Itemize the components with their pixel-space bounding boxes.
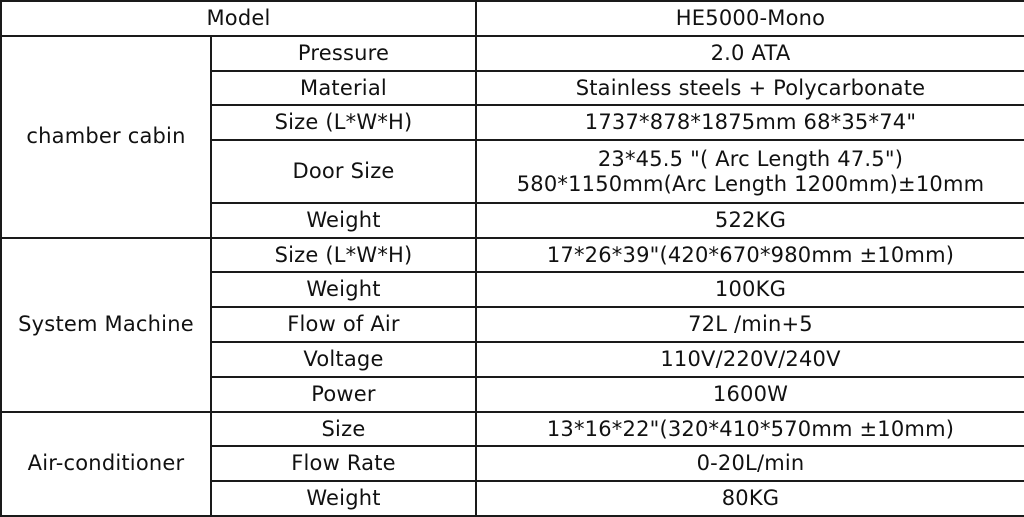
- row-value: 80KG: [476, 481, 1024, 516]
- row-value: 1737*878*1875mm 68*35*74": [476, 105, 1024, 140]
- category-chamber-cabin: chamber cabin: [1, 36, 211, 238]
- row-label: Pressure: [211, 36, 476, 71]
- row-label: Size: [211, 412, 476, 447]
- row-label: Door Size: [211, 140, 476, 203]
- category-air-conditioner: Air-conditioner: [1, 412, 211, 516]
- row-label: Flow Rate: [211, 446, 476, 481]
- row-value: 72L /min+5: [476, 307, 1024, 342]
- row-value: 2.0 ATA: [476, 36, 1024, 71]
- row-label: Weight: [211, 272, 476, 307]
- row-value: 110V/220V/240V: [476, 342, 1024, 377]
- model-label: Model: [1, 1, 476, 36]
- door-size-line-1: 23*45.5 "( Arc Length 47.5"): [597, 146, 904, 171]
- row-value: 522KG: [476, 203, 1024, 238]
- row-value: [476, 140, 1024, 203]
- row-value: 17*26*39"(420*670*980mm ±10mm): [476, 238, 1024, 273]
- row-label: Size (L*W*H): [211, 238, 476, 273]
- row-label: Power: [211, 377, 476, 412]
- row-label: Weight: [211, 203, 476, 238]
- table-row: [1, 412, 1024, 447]
- row-value: 1600W: [476, 377, 1024, 412]
- row-value: 0-20L/min: [476, 446, 1024, 481]
- table-row: [1, 36, 1024, 71]
- row-label: Size (L*W*H): [211, 105, 476, 140]
- row-label: Weight: [211, 481, 476, 516]
- row-value: 13*16*22"(320*410*570mm ±10mm): [476, 412, 1024, 447]
- table-row: [1, 238, 1024, 273]
- row-value: 100KG: [476, 272, 1024, 307]
- door-size-line-2: 580*1150mm(Arc Length 1200mm)±10mm: [516, 171, 985, 196]
- row-label: Voltage: [211, 342, 476, 377]
- table-row-model: [1, 1, 1024, 36]
- row-value: Stainless steels + Polycarbonate: [476, 71, 1024, 106]
- row-label: Flow of Air: [211, 307, 476, 342]
- category-system-machine: System Machine: [1, 238, 211, 412]
- row-label: Material: [211, 71, 476, 106]
- model-value: HE5000-Mono: [476, 1, 1024, 36]
